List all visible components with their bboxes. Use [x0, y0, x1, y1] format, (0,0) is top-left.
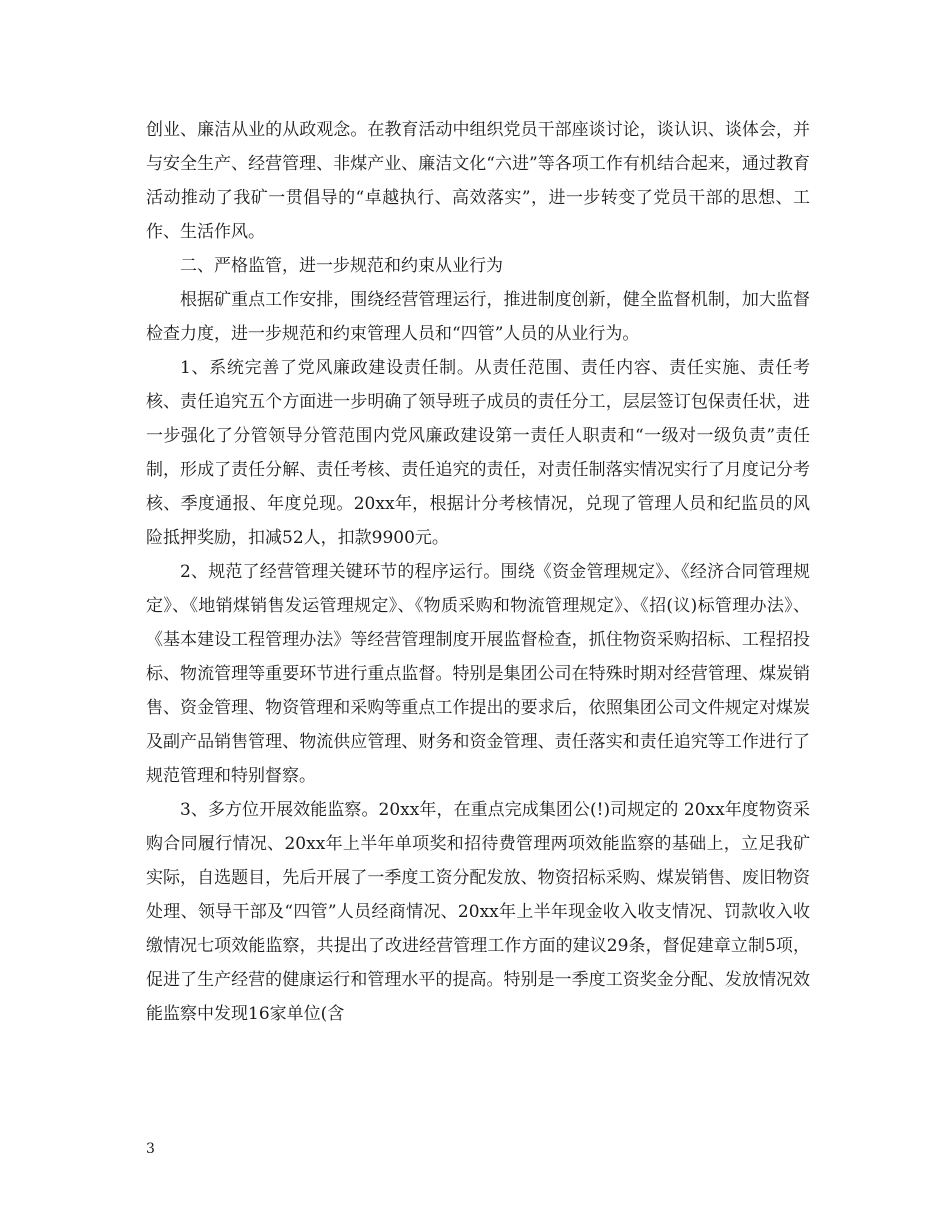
paragraph-item-3-efficiency-supervision: 3、多方位开展效能监察。20xx年，在重点完成集团公(!)司规定的 20xx年度物资采购合同履行情况、20xx年上半年单项奖和招待费管理两项效能监察的基础上，立足我矿实际，自选题目，先后开展了一季度工资分配发放、物资招标采购、煤炭销售、废旧物资处理、领导干部及“四管”人员经商情况、20xx年上半年现金收入收支情况、罚款收入收缴情况七项效能监察，共提出了改进经营管理工作方面的建议29条，督促建章立制5项，促进了生产经营的健康运行和管理水平的提高。特别是一季度工资奖金分配、发放情况效能监察中发现16家单位(含 [146, 800, 810, 1024]
section-heading-strict-supervision: 二、严格监管，进一步规范和约束从业行为 [180, 256, 503, 276]
page-number: 3 [146, 1141, 155, 1157]
paragraph-section-overview: 根据矿重点工作安排，围绕经营管理运行，推进制度创新，健全监督机制，加大监督检查力度，进一步规范和约束管理人员和“四管”人员的从业行为。 [146, 290, 810, 344]
paragraph-item-1-responsibility-system: 1、系统完善了党风廉政建设责任制。从责任范围、责任内容、责任实施、责任考核、责任追究五个方面进一步明确了领导班子成员的责任分工，层层签订包保责任状，进一步强化了分管领导分管范围内党风廉政建设第一责任人职责和“一级对一级负责”责任制，形成了责任分解、责任考核、责任追究的责任，对责任制落实情况实行了月度记分考核、季度通报、年度兑现。20xx年，根据计分考核情况，兑现了管理人员和纪监员的风险抵押奖励，扣减52人，扣款9900元。 [146, 358, 810, 548]
document-body [146, 113, 810, 1031]
paragraph-item-2-procedure-regulation: 2、规范了经营管理关键环节的程序运行。围绕《资金管理规定》、《经济合同管理规定》、《地销煤销售发运管理规定》、《物质采购和物流管理规定》、《招(议)标管理办法》、《基本建设工程管理办法》等经营管理制度开展监督检查，抓住物资采购招标、工程招投标、物流管理等重要环节进行重点监督。特别是集团公司在特殊时期对经营管理、煤炭销售、资金管理、物资管理和采购等重点工作提出的要求后，依照集团公司文件规定对煤炭及副产品销售管理、物流供应管理、财务和资金管理、责任落实和责任追究等工作进行了规范管理和特别督察。 [146, 562, 810, 786]
paragraph-intro-continuation: 创业、廉洁从业的从政观念。在教育活动中组织党员干部座谈讨论，谈认识、谈体会，并与安全生产、经营管理、非煤产业、廉洁文化“六进”等各项工作有机结合起来，通过教育活动推动了我矿一贯倡导的“卓越执行、高效落实”，进一步转变了党员干部的思想、工作、生活作风。 [146, 120, 810, 242]
